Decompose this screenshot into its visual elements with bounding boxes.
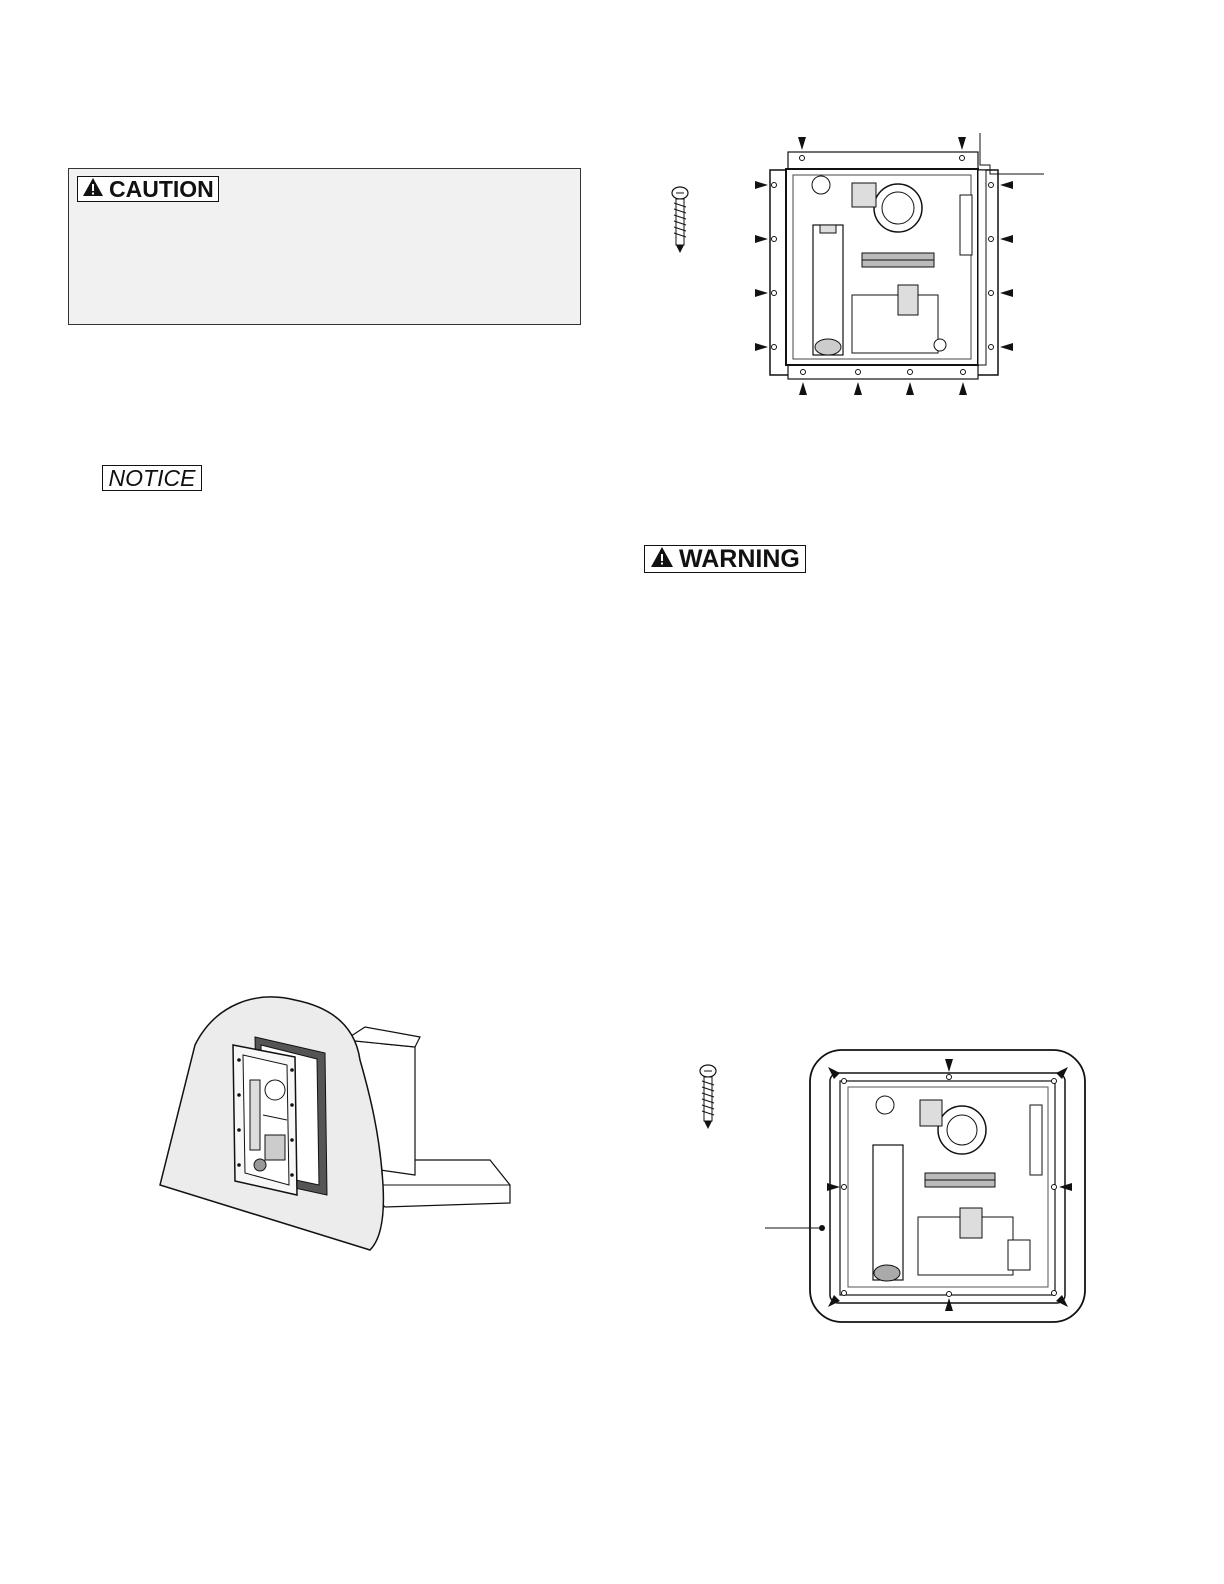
warning-triangle-icon — [82, 177, 104, 201]
screw-icon — [672, 187, 688, 253]
heater-mounting-screws-figure — [640, 125, 1060, 410]
door-frame-screws-figure — [690, 1045, 1100, 1335]
wall-installation-figure — [155, 985, 515, 1255]
warning-label — [644, 545, 806, 573]
caution-text: CAUTION — [109, 175, 214, 202]
caution-label — [77, 176, 219, 202]
notice-label: NOTICE — [102, 465, 202, 491]
warning-text: WARNING — [679, 544, 800, 573]
caution-box — [68, 168, 581, 325]
screw-icon — [700, 1065, 716, 1129]
warning-triangle-icon — [650, 546, 674, 573]
